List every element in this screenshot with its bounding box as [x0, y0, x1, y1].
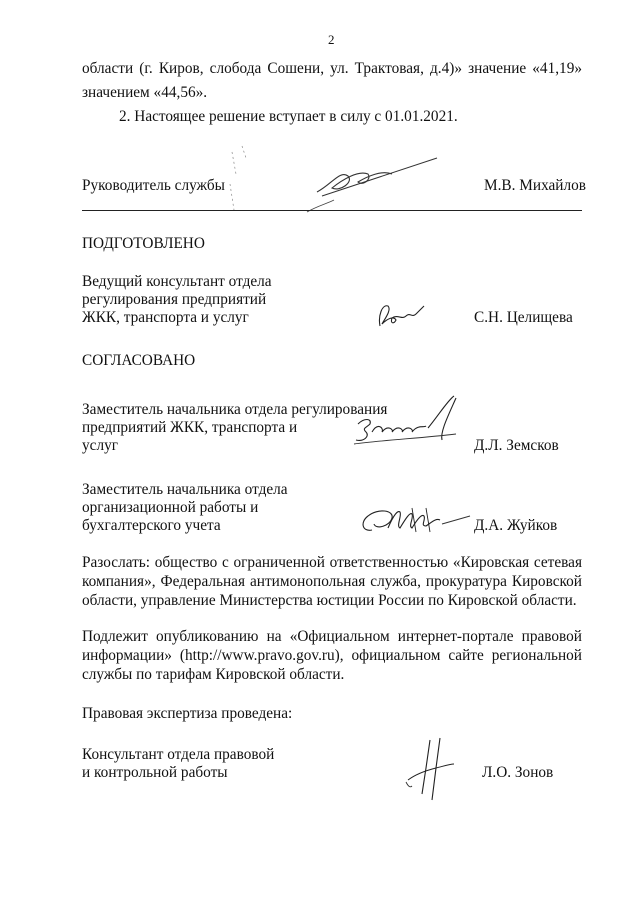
- agreed-signer-2-signature-icon: [352, 500, 472, 540]
- agreed-signer-2-position-line: организационной работы и: [82, 499, 259, 516]
- legal-review-position-line: Консультант отдела правовой: [82, 746, 275, 763]
- legal-review-signature-icon: [400, 734, 460, 804]
- head-name: М.В. Михайлов: [484, 177, 586, 194]
- distribution-line: Разослать: общество с ограниченной ответственностью «Кировская сетевая: [82, 554, 582, 571]
- agreed-signer-2-position-line: Заместитель начальника отдела: [82, 481, 288, 498]
- head-signature-icon: [222, 140, 462, 220]
- legal-review-position-line: и контрольной работы: [82, 764, 228, 781]
- legal-review-name: Л.О. Зонов: [482, 764, 554, 781]
- intro-line-2: значением «44,56».: [82, 84, 208, 101]
- publication-line: информации» (http://www.pravo.gov.ru), официальном сайте региональной: [82, 647, 582, 664]
- agreed-signer-1-name: Д.Л. Земсков: [474, 437, 559, 454]
- distribution-line: компания», Федеральная антимонопольная служба, прокуратура Кировской: [82, 573, 582, 590]
- agreed-signer-2-name: Д.А. Жуйков: [474, 517, 558, 534]
- legal-review-statement: Правовая экспертиза проведена:: [82, 705, 293, 722]
- agreed-signer-1-signature-icon: [344, 392, 464, 452]
- agreed-signer-1-position-line: Заместитель начальника отдела регулирования: [82, 401, 388, 418]
- publication-line: службы по тарифам Кировской области.: [82, 666, 345, 683]
- agreed-signer-1-position-line: предприятий ЖКК, транспорта и: [82, 419, 298, 436]
- agreed-signer-2-position-line: бухгалтерского учета: [82, 517, 221, 534]
- publication-line: Подлежит опубликованию на «Официальном интернет-портале правовой: [82, 628, 582, 645]
- page-number: 2: [328, 32, 335, 47]
- prepared-position-line: регулирования предприятий: [82, 291, 267, 308]
- prepared-heading: ПОДГОТОВЛЕНО: [82, 235, 205, 252]
- divider-line: [82, 210, 582, 211]
- intro-item-2: 2. Настоящее решение вступает в силу с 01.01.2021.: [119, 108, 458, 125]
- agreed-signer-1-position-line: услуг: [82, 437, 118, 454]
- head-position: Руководитель службы: [82, 177, 225, 194]
- distribution-line: области, управление Министерства юстиции России по Кировской области.: [82, 592, 577, 609]
- prepared-position-line: Ведущий консультант отдела: [82, 273, 272, 290]
- agreed-heading: СОГЛАСОВАНО: [82, 352, 196, 369]
- prepared-signature-icon: [372, 298, 432, 332]
- prepared-position-line: ЖКК, транспорта и услуг: [82, 309, 249, 326]
- intro-line-1: области (г. Киров, слобода Сошени, ул. Трактовая, д.4)» значение «41,19»: [82, 60, 582, 77]
- prepared-name: С.Н. Целищева: [474, 309, 573, 326]
